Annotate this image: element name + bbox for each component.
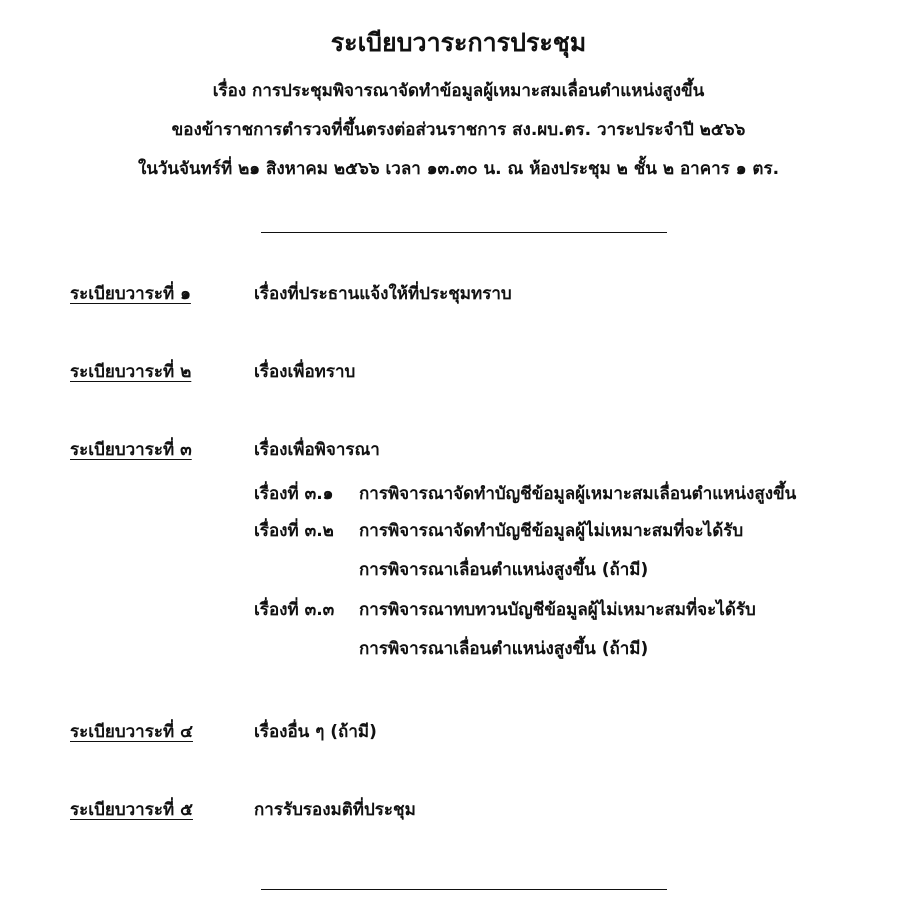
agenda3-item-text-3b: การพิจารณาเลื่อนตำแหน่งสูงขึ้น (ถ้ามี) — [359, 639, 649, 659]
agenda-label-3: ระเบียบวาระที่ ๓ — [70, 440, 192, 460]
meeting-scope: ของข้าราชการตำรวจที่ขึ้นตรงต่อส่วนราชการ สง.ผบ.ตร. วาระประจำปี ๒๕๖๖ — [171, 120, 746, 140]
agenda-label-5: ระเบียบวาระที่ ๕ — [70, 800, 193, 820]
agenda3-item-text-2a: การพิจารณาจัดทำบัญชีข้อมูลผู้ไม่เหมาะสมที่จะได้รับ — [359, 521, 744, 541]
meeting-subject: เรื่อง การประชุมพิจารณาจัดทำข้อมูลผู้เหมาะสมเลื่อนตำแหน่งสูงขึ้น — [212, 81, 705, 101]
document-title: ระเบียบวาระการประชุม — [330, 28, 587, 57]
agenda-text-4: เรื่องอื่น ๆ (ถ้ามี) — [254, 722, 377, 742]
agenda3-item-text-1: การพิจารณาจัดทำบัญชีข้อมูลผู้เหมาะสมเลื่อนตำแหน่งสูงขึ้น — [359, 484, 797, 504]
meeting-datetime-venue: ในวันจันทร์ที่ ๒๑ สิงหาคม ๒๕๖๖ เวลา ๑๓.๓๐ น. ณ ห้องประชุม ๒ ชั้น ๒ อาคาร ๑ ตร. — [137, 159, 780, 179]
agenda-label-1: ระเบียบวาระที่ ๑ — [70, 284, 191, 304]
agenda3-item-text-3a: การพิจารณาทบทวนบัญชีข้อมูลผู้ไม่เหมาะสมที่จะได้รับ — [359, 600, 756, 620]
agenda-text-2: เรื่องเพื่อทราบ — [254, 362, 356, 382]
agenda3-item-number-3: เรื่องที่ ๓.๓ — [254, 600, 335, 620]
header-divider — [261, 232, 667, 233]
agenda-text-3: เรื่องเพื่อพิจารณา — [254, 440, 380, 460]
agenda-text-1: เรื่องที่ประธานแจ้งให้ที่ประชุมทราบ — [254, 284, 512, 304]
agenda-label-4: ระเบียบวาระที่ ๔ — [70, 722, 193, 742]
agenda-text-5: การรับรองมติที่ประชุม — [254, 800, 416, 820]
agenda3-item-text-2b: การพิจารณาเลื่อนตำแหน่งสูงขึ้น (ถ้ามี) — [359, 560, 649, 580]
footer-divider — [261, 889, 667, 890]
agenda-label-2: ระเบียบวาระที่ ๒ — [70, 362, 192, 382]
agenda3-item-number-2: เรื่องที่ ๓.๒ — [254, 521, 334, 541]
agenda3-item-number-1: เรื่องที่ ๓.๑ — [254, 484, 334, 504]
